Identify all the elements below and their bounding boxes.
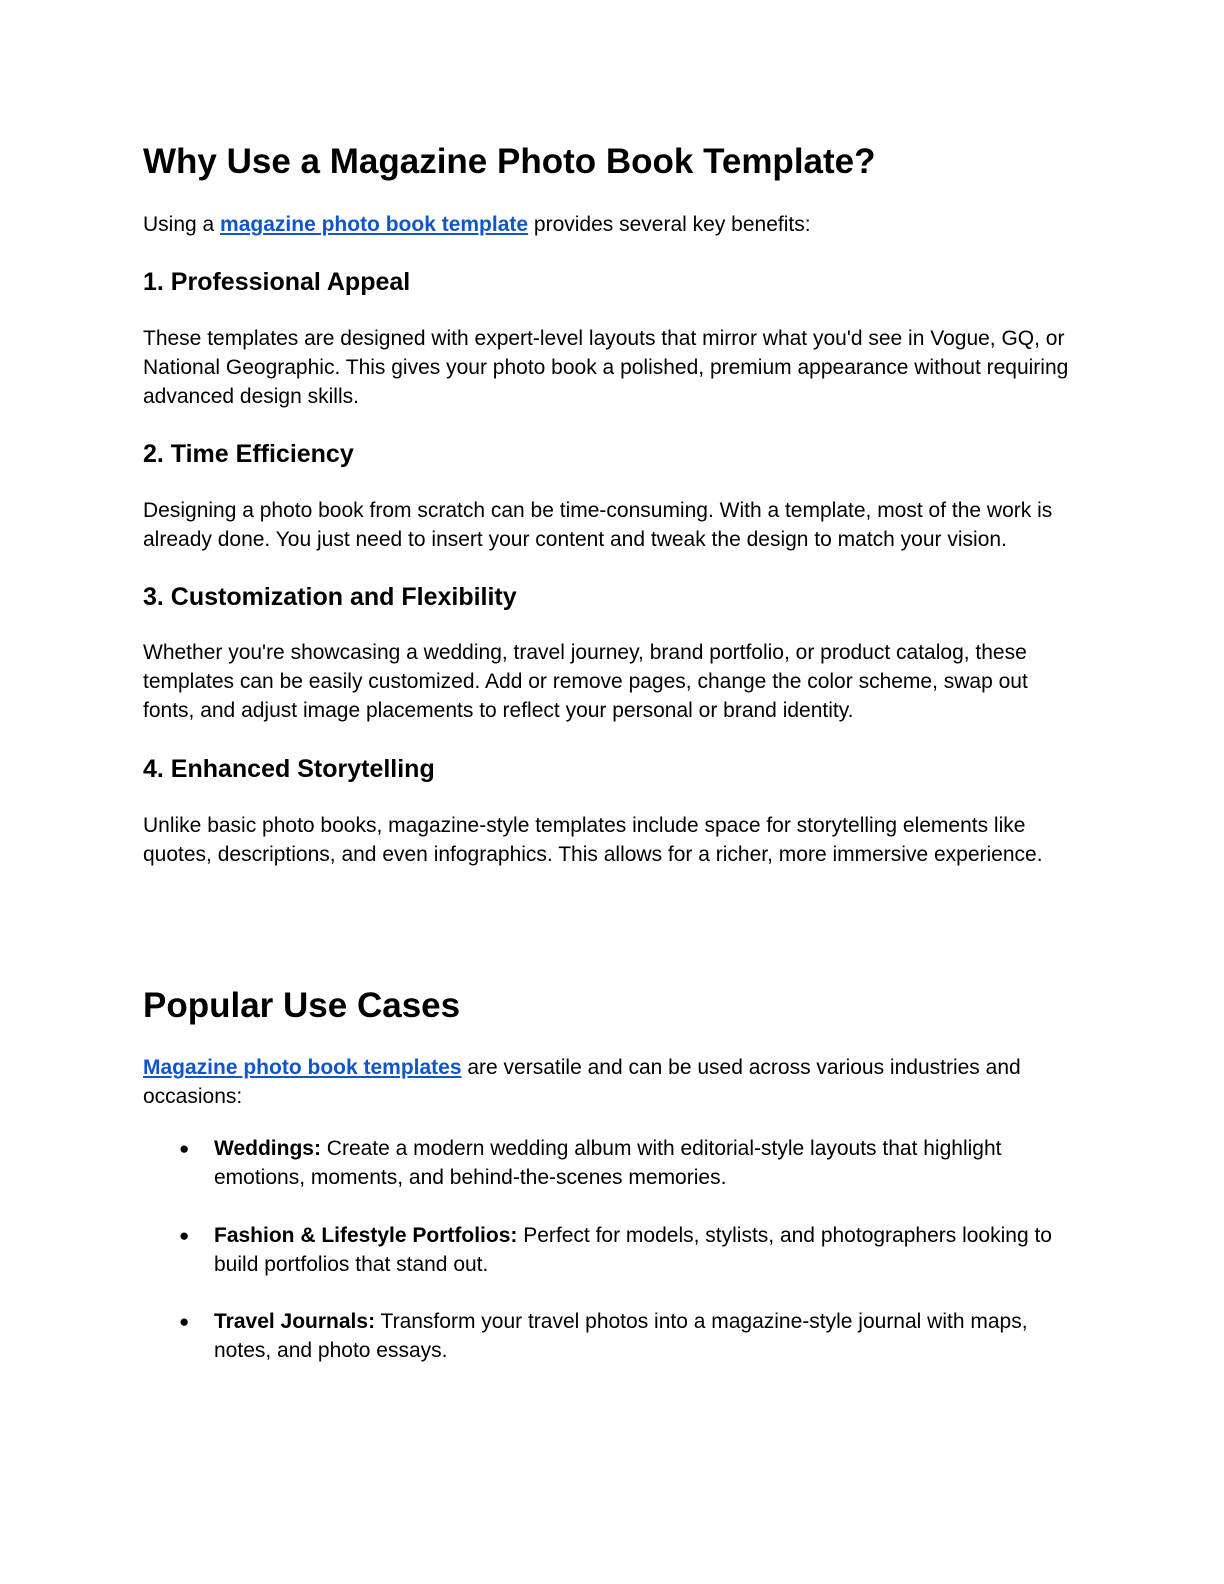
paragraph-customization-flexibility: Whether you're showcasing a wedding, travel journey, brand portfolio, or product catalog, these templates can be easily customized. Add or remove pages, change the color scheme, swap out fonts, and adjust image placements to reflect your personal or brand identity.: [143, 641, 1028, 722]
section-intro-why-use: [143, 210, 1073, 239]
list-item-text: [214, 1134, 1073, 1192]
section-title-popular-use-cases: Popular Use Cases: [143, 986, 461, 1025]
bullet-icon: ●: [179, 1139, 190, 1158]
list-item-term: Travel Journals:: [214, 1310, 376, 1333]
paragraph-professional-appeal: These templates are designed with expert-level layouts that mirror what you'd see in Vogue, GQ, or National Geographic. This gives your photo book a polished, premium appearance without requiring advanced design skills.: [143, 327, 1069, 408]
list-item-term: Fashion & Lifestyle Portfolios:: [214, 1224, 518, 1247]
intro-text-after: are versatile and can be used across various industries and occasions:: [143, 1056, 1021, 1108]
bullet-icon: ●: [179, 1312, 190, 1331]
list-item-description: Perfect for models, stylists, and photographers looking to build portfolios that stand out.: [214, 1224, 1052, 1276]
section-intro-popular-use-cases: [143, 1053, 1073, 1111]
magazine-photo-book-templates-link[interactable]: Magazine photo book templates: [143, 1056, 462, 1079]
magazine-photo-book-template-link[interactable]: magazine photo book template: [220, 213, 529, 236]
heading-time-efficiency: 2. Time Efficiency: [143, 440, 354, 468]
intro-text-before: Using a: [143, 213, 221, 236]
heading-enhanced-storytelling: 4. Enhanced Storytelling: [143, 755, 435, 783]
list-item-text: [214, 1221, 1073, 1279]
heading-customization-flexibility: 3. Customization and Flexibility: [143, 583, 517, 611]
paragraph-enhanced-storytelling: Unlike basic photo books, magazine-style templates include space for storytelling elements like quotes, descriptions, and even infographics. This allows for a richer, more immersive experience.: [143, 814, 1043, 866]
list-item-term: Weddings:: [214, 1137, 321, 1160]
bullet-icon: ●: [179, 1226, 190, 1245]
section-title-why-use: Why Use a Magazine Photo Book Template?: [143, 142, 876, 181]
heading-professional-appeal: 1. Professional Appeal: [143, 268, 411, 296]
list-item-description: Transform your travel photos into a magazine-style journal with maps, notes, and photo essays.: [214, 1310, 1028, 1362]
list-item-text: [214, 1307, 1073, 1365]
list-item-description: Create a modern wedding album with editorial-style layouts that highlight emotions, moments, and behind-the-scenes memories.: [214, 1137, 1002, 1189]
intro-text-after: provides several key benefits:: [528, 213, 811, 236]
paragraph-time-efficiency: Designing a photo book from scratch can be time-consuming. With a template, most of the work is already done. You just need to insert your content and tweak the design to match your vision.: [143, 499, 1053, 551]
